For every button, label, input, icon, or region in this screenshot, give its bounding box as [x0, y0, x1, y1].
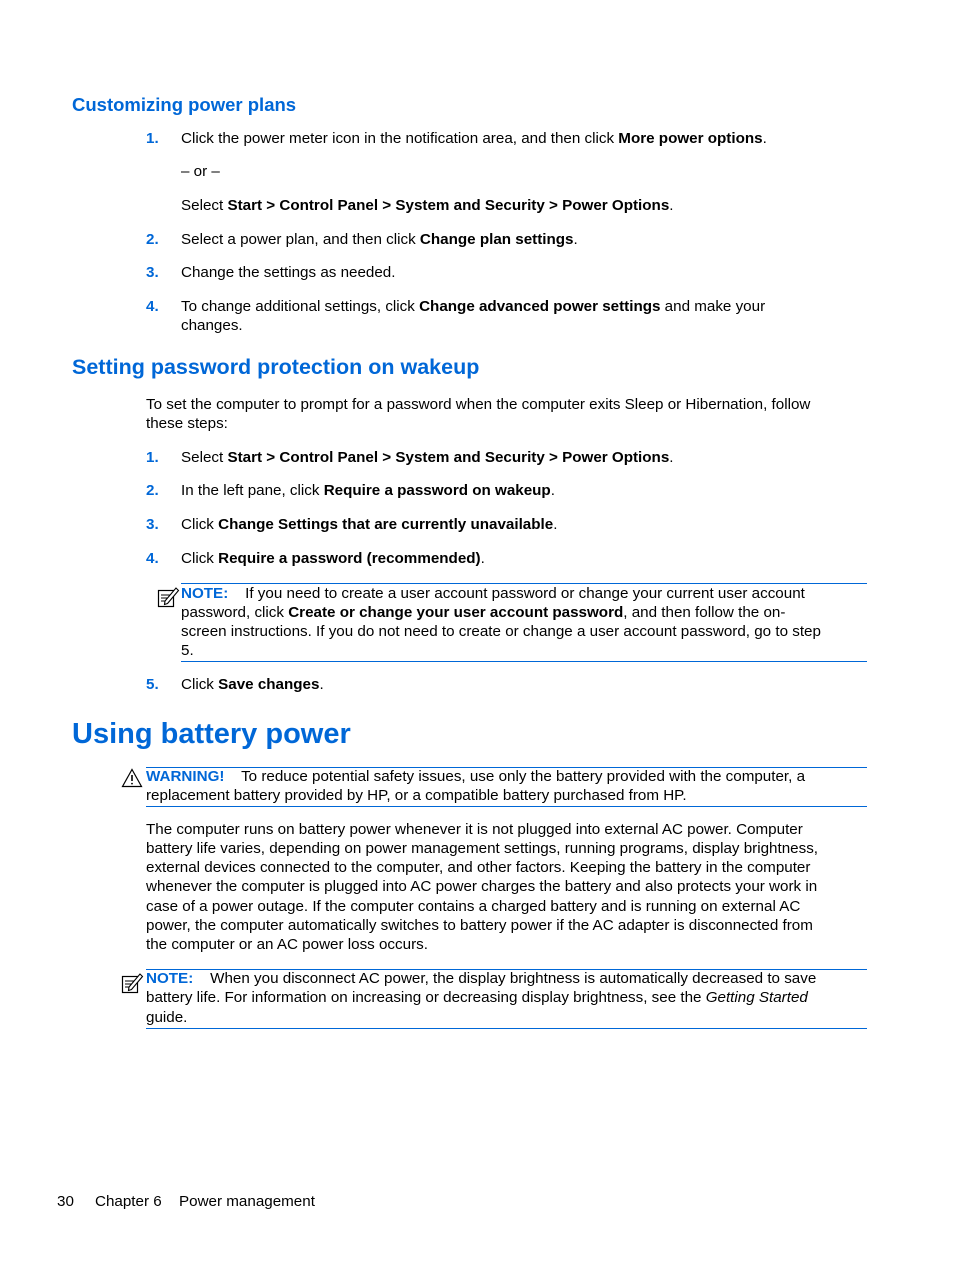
step-number: 1.: [146, 130, 159, 147]
note-text: battery life. For information on increasing or decreasing display brightness, see the Getting Started: [146, 989, 808, 1006]
warning-text: replacement battery provided by HP, or a compatible battery purchased from HP.: [146, 787, 687, 804]
note-text: NOTE: When you disconnect AC power, the display brightness is automatically decreased to save: [146, 970, 817, 987]
intro-text: To set the computer to prompt for a password when the computer exits Sleep or Hibernation, follow: [146, 396, 811, 413]
alt-step-text: Select Start > Control Panel > System and Security > Power Options.: [181, 197, 674, 214]
step-number: 2.: [146, 482, 159, 499]
note-text: password, click Create or change your user account password, and then follow the on-: [181, 604, 786, 621]
body-paragraph-line: case of a power outage. If the computer contains a charged battery and is running on external AC: [146, 898, 801, 915]
note-text: screen instructions. If you do not need to create or change a user account password, go to step: [181, 623, 821, 640]
note-pencil-icon: [156, 585, 180, 609]
body-paragraph-line: The computer runs on battery power whenever it is not plugged into external AC power. Computer: [146, 821, 803, 838]
intro-text-continued: these steps:: [146, 415, 228, 432]
footer-chapter: Chapter 6: [95, 1193, 162, 1210]
step-number: 4.: [146, 550, 159, 567]
step-text: Select Start > Control Panel > System and Security > Power Options.: [181, 449, 674, 466]
section-title-customizing: Customizing power plans: [72, 94, 297, 115]
footer-title: Power management: [179, 1193, 315, 1210]
step-text: Change the settings as needed.: [181, 264, 396, 281]
step-text: Click the power meter icon in the notification area, and then click More power options.: [181, 130, 767, 147]
step-text: Click Change Settings that are currently unavailable.: [181, 516, 558, 533]
section-title-password: Setting password protection on wakeup: [72, 355, 480, 379]
or-separator: – or –: [181, 163, 220, 180]
step-text: Click Require a password (recommended).: [181, 550, 485, 567]
step-number: 3.: [146, 264, 159, 281]
note-pencil-icon: [120, 971, 144, 995]
step-number: 4.: [146, 298, 159, 315]
note-bottom-rule: [146, 1028, 867, 1029]
step-text: To change additional settings, click Change advanced power settings and make your: [181, 298, 766, 315]
step-number: 5.: [146, 676, 159, 693]
step-number: 1.: [146, 449, 159, 466]
body-paragraph-line: power, the computer automatically switches to battery power if the AC adapter is disconnected from: [146, 917, 813, 934]
step-text: In the left pane, click Require a password on wakeup.: [181, 482, 555, 499]
note-text: 5.: [181, 642, 194, 659]
body-paragraph-line: the computer or an AC power loss occurs.: [146, 936, 428, 953]
chapter-section-title: Using battery power: [72, 718, 351, 750]
page-number: 30: [57, 1193, 74, 1210]
step-number: 2.: [146, 231, 159, 248]
note-text: guide.: [146, 1009, 188, 1026]
body-paragraph-line: external devices connected to the computer, and other factors. Keeping the battery in the computer: [146, 859, 811, 876]
step-text: Select a power plan, and then click Change plan settings.: [181, 231, 578, 248]
warning-text: WARNING! To reduce potential safety issues, use only the battery provided with the computer, a: [146, 768, 806, 785]
body-paragraph-line: whenever the computer is plugged into AC power charges the battery and also protects your work in: [146, 878, 818, 895]
step-number: 3.: [146, 516, 159, 533]
note-bottom-rule: [181, 661, 867, 662]
step-text: Click Save changes.: [181, 676, 324, 693]
note-text: NOTE: If you need to create a user account password or change your current user account: [181, 585, 805, 602]
warning-triangle-icon: [121, 768, 143, 788]
step-text-continued: changes.: [181, 317, 243, 334]
body-paragraph-line: battery life varies, depending on power management settings, running programs, display brightness,: [146, 840, 819, 857]
warning-bottom-rule: [146, 806, 867, 807]
